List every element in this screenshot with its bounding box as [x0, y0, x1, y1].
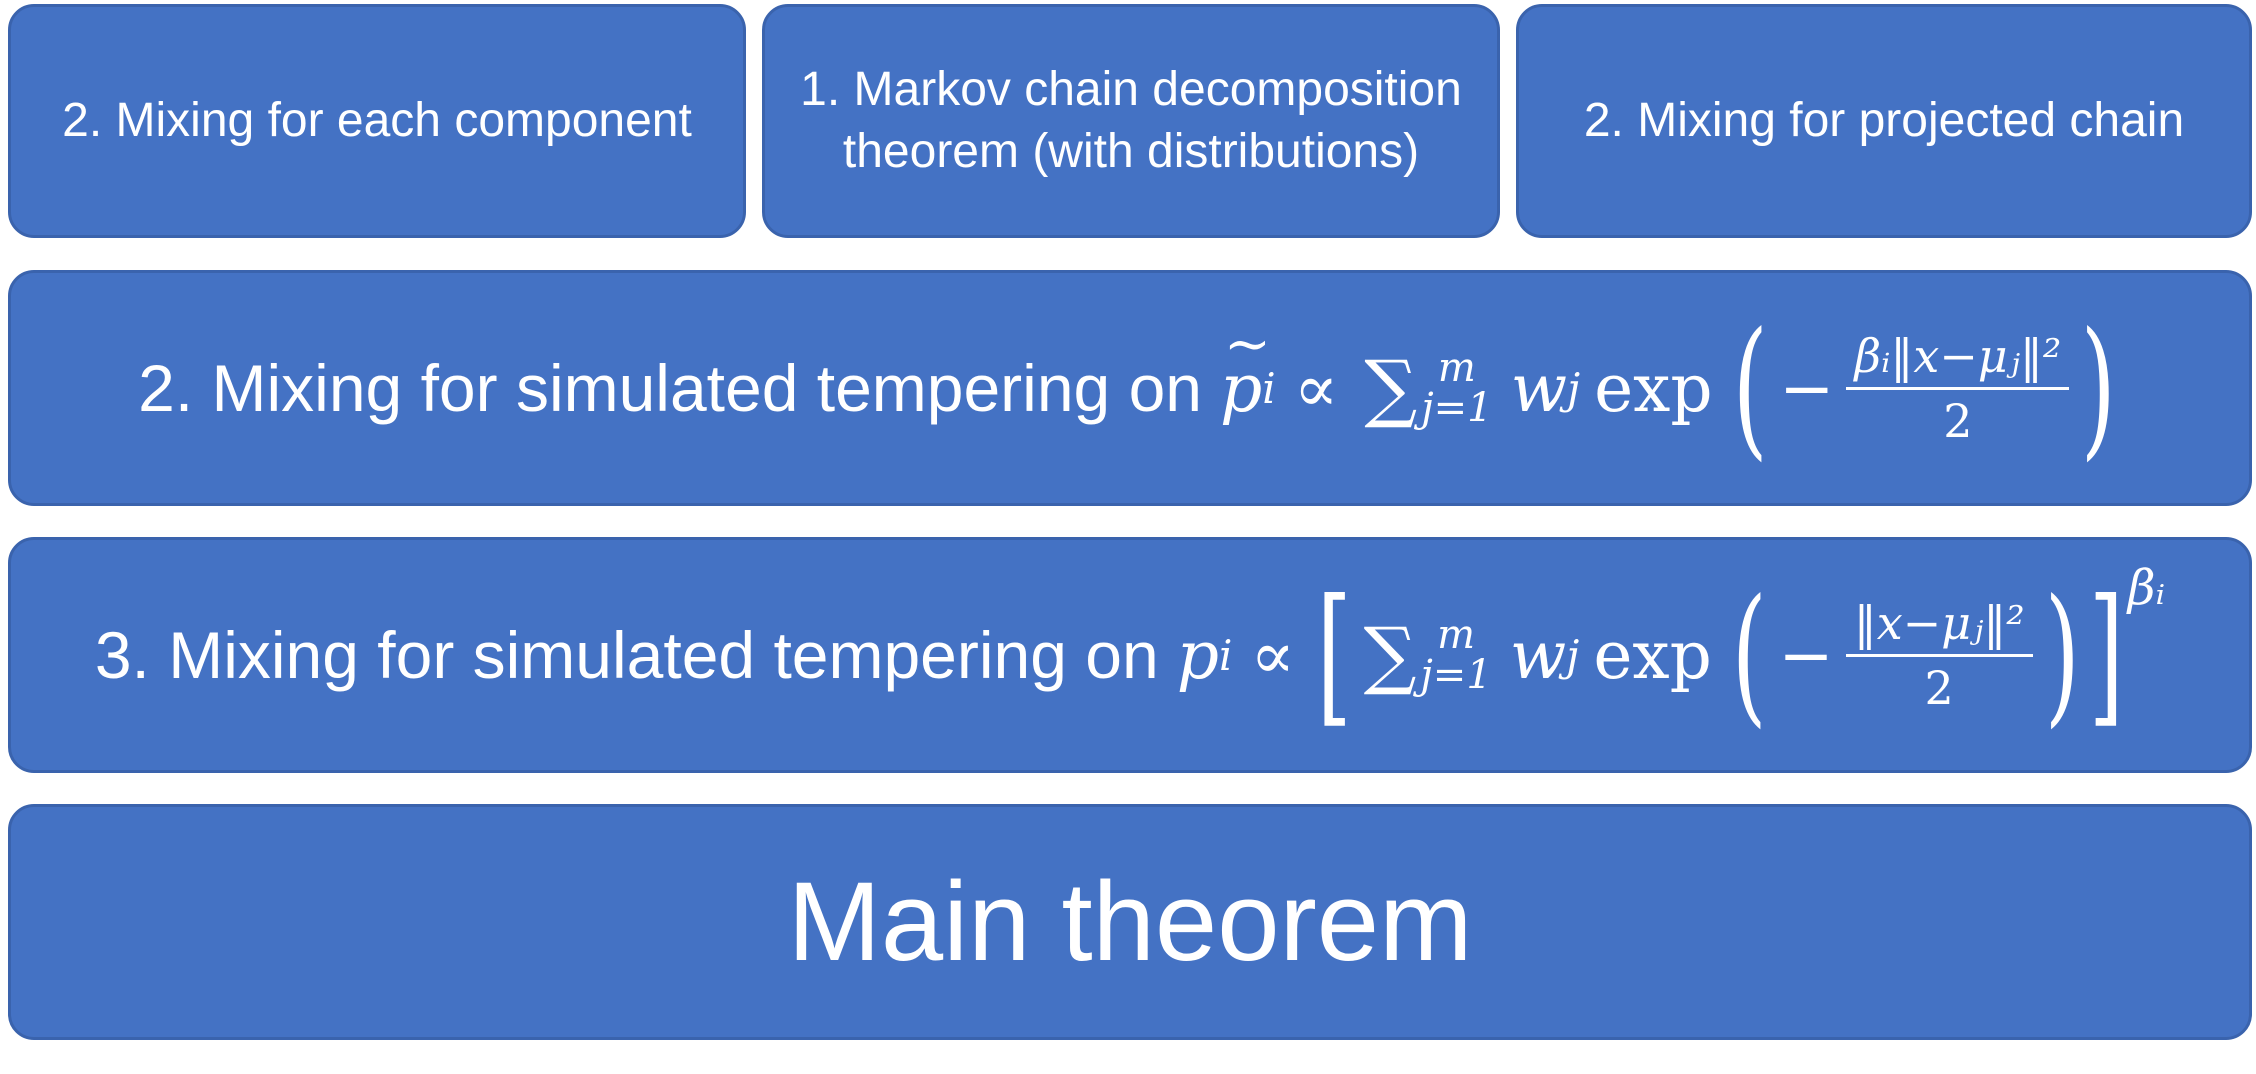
box-markov-decomposition	[762, 4, 1500, 238]
formula-row-2	[138, 301, 2122, 475]
exp-function: exp	[1594, 349, 1713, 427]
sum-lower-limit: j=1	[1420, 652, 1492, 698]
label-markov-decomposition: 1. Markov chain decomposition theorem (with distributions)	[800, 63, 1462, 178]
sigma-symbol: ∑	[1364, 345, 1418, 431]
outer-exponent: βᵢ	[2127, 560, 2166, 616]
right-paren: )	[2081, 301, 2117, 475]
right-bracket: ]	[2088, 568, 2125, 742]
fraction-denominator: 2	[1943, 393, 1973, 448]
gaussian-fraction	[1846, 329, 2069, 448]
weight-subscript: j	[1566, 630, 1580, 680]
propto-symbol: ∝	[1293, 349, 1339, 427]
sum-upper-limit: m	[1437, 345, 1476, 391]
row3-label: 3. Mixing for simulated tempering on	[94, 618, 1159, 692]
propto-symbol: ∝	[1250, 616, 1296, 694]
box-mixing-each-component	[8, 4, 746, 238]
label-main-theorem: Main theorem	[787, 859, 1473, 984]
exp-function: exp	[1593, 616, 1712, 694]
right-paren: )	[2044, 568, 2080, 742]
row2-label: 2. Mixing for simulated tempering on	[138, 351, 1202, 425]
fraction-denominator: 2	[1924, 660, 1954, 715]
sum-operator	[1364, 345, 1492, 431]
fraction-numerator: ‖x−μⱼ‖²	[1846, 596, 2033, 657]
formula-row-3	[94, 560, 2166, 742]
weight-symbol: w	[1510, 349, 1568, 427]
label-mixing-projected-chain: 2. Mixing for projected chain	[1583, 94, 2185, 147]
left-paren: (	[1732, 301, 1768, 475]
left-paren: (	[1731, 568, 1767, 742]
p-subscript: i	[1262, 363, 1276, 413]
box-simulated-tempering	[8, 537, 2252, 773]
box-main-theorem	[8, 804, 2252, 1040]
p-symbol: p	[1176, 616, 1219, 694]
minus-sign: −	[1779, 349, 1835, 427]
sum-operator	[1364, 612, 1492, 698]
sum-lower-limit: j=1	[1421, 385, 1493, 431]
label-mixing-each-component: 2. Mixing for each component	[62, 94, 692, 147]
fraction-numerator: βᵢ‖x−μⱼ‖²	[1846, 329, 2069, 390]
left-bracket: [	[1316, 568, 1352, 742]
sigma-symbol: ∑	[1363, 612, 1417, 698]
weight-subscript: j	[1567, 363, 1581, 413]
box-mixing-projected-chain	[1516, 4, 2252, 238]
box-simulated-tempering-tilde	[8, 270, 2252, 506]
p-subscript: i	[1218, 630, 1233, 680]
sum-upper-limit: m	[1437, 612, 1476, 658]
p-tilde-symbol: ~ p	[1220, 350, 1262, 427]
gaussian-fraction	[1846, 596, 2033, 715]
minus-sign: −	[1778, 616, 1834, 694]
weight-symbol: w	[1509, 616, 1567, 694]
